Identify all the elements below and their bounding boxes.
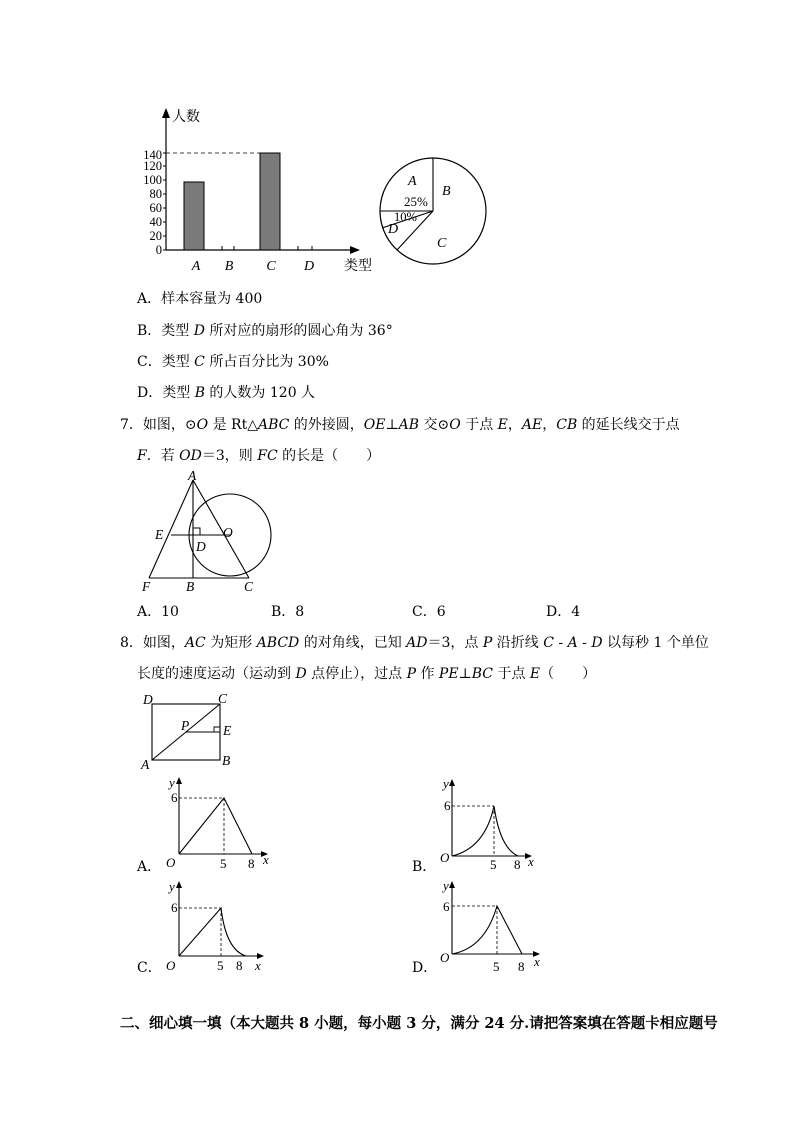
category-label: C (266, 259, 276, 274)
section-2-heading: 二、细心填一填（本大题共 8 小题，每小题 3 分，满分 24 分.请把答案填在答题卡相应题号 (120, 1015, 718, 1032)
option-variable: D (193, 323, 205, 339)
axis-label-x: x (534, 954, 540, 969)
axis-label-y: y (169, 879, 175, 894)
axis-label-x: x (255, 958, 261, 973)
ytick-label: 120 (143, 159, 162, 173)
q8-graph-b[interactable] (430, 776, 555, 871)
y-axis-arrow-icon (176, 777, 182, 784)
ytick-label: 40 (149, 215, 162, 229)
ytick-label: 60 (149, 201, 162, 215)
ytick-label: 20 (149, 229, 162, 243)
q8-stem-line2: 长度的速度运动（运动到 D 点停止），过点 P 作 PE⊥BC 于点 E（ ） (137, 666, 597, 682)
y-axis-arrow-icon (176, 881, 182, 888)
right-angle-mark (193, 528, 200, 535)
tick-label-5: 5 (220, 856, 227, 871)
q8-choice-c-letter[interactable]: C． (137, 960, 162, 976)
q8-choice-a-letter[interactable]: A． (137, 859, 162, 875)
origin-label: O (440, 950, 450, 965)
option-text: A．样本容量为 400 (137, 291, 263, 307)
point-label-A: A (141, 757, 150, 772)
x-axis-arrow-icon (350, 246, 360, 254)
option-text: 所对应的扇形的圆心角为 36° (204, 323, 393, 339)
bar-C (260, 153, 280, 250)
point-label-B: B (222, 753, 231, 768)
ytick-label: 80 (149, 187, 162, 201)
option-variable: C (194, 354, 205, 370)
pie-label-C: C (437, 236, 447, 251)
ytick-label: 0 (155, 243, 162, 257)
point-label-C: C (218, 691, 228, 706)
origin-label: O (166, 958, 176, 973)
axis-label-x: x (263, 852, 269, 867)
tick-label-8: 8 (248, 856, 255, 871)
graph-curve (179, 908, 246, 956)
axis-label-y: y (443, 878, 449, 893)
tick-label-8: 8 (236, 958, 243, 973)
tick-label-6: 6 (443, 899, 450, 914)
category-label: B (224, 259, 234, 274)
y-axis-arrow-icon (162, 108, 170, 118)
q8-graph-a[interactable] (160, 772, 285, 872)
option-variable: B (194, 385, 205, 401)
y-axis-arrow-icon (449, 779, 455, 786)
q8-graph-d[interactable] (430, 878, 555, 973)
option-text: C．类型 (137, 354, 195, 370)
point-label-F: F (142, 579, 151, 594)
point-label-D: D (196, 539, 206, 554)
x-axis-title: 类型 (344, 259, 372, 274)
q6-option-b (137, 322, 393, 340)
pie-label-B: B (442, 184, 451, 199)
graph-curve (452, 806, 518, 856)
right-angle-mark (214, 727, 220, 732)
q6-option-c (137, 353, 329, 371)
option-text: B．类型 (137, 323, 194, 339)
q7-stem-line2: F．若 OD＝3，则 FC 的长是（ ） (137, 448, 381, 464)
q7-choice-c[interactable]: C．6 (412, 604, 446, 620)
tick-label-5: 5 (217, 958, 224, 973)
pie-label-D: D (388, 222, 399, 237)
q6-bar-chart (130, 100, 380, 280)
pie-pct-D: 10% (394, 210, 417, 224)
q7-figure (138, 470, 288, 595)
point-label-C: C (244, 579, 254, 594)
axis-label-x: x (528, 854, 534, 869)
q7-stem-line1: 7．如图，⊙O 是 Rt△ABC 的外接圆，OE⊥AB 交⊙O 于点 E，AE，CB 的延长线交于点 (120, 417, 680, 433)
tick-label-6: 6 (444, 798, 451, 813)
option-text: 的人数为 120 人 (204, 385, 316, 401)
origin-label: O (166, 855, 176, 870)
y-axis-title: 人数 (172, 110, 200, 125)
point-label-E: E (155, 527, 164, 542)
option-text: 所占百分比为 30% (204, 354, 329, 370)
ytick-label: 100 (143, 173, 162, 187)
q7-choice-a[interactable]: A．10 (137, 604, 179, 620)
q8-stem-line1: 8．如图，AC 为矩形 ABCD 的对角线，已知 AD＝3，点 P 沿折线 C - A - D 以每秒 1 个单位 (120, 635, 709, 651)
point-label-O: O (223, 525, 233, 540)
q8-graph-c[interactable] (160, 878, 285, 973)
axis-label-y: y (443, 776, 449, 791)
q6-pie-chart (375, 155, 490, 270)
q8-choice-b-letter[interactable]: B． (412, 859, 437, 875)
tick-label-5: 5 (490, 857, 497, 871)
tick-label-8: 8 (514, 857, 521, 871)
tick-label-8: 8 (518, 959, 525, 973)
ytick-label: 140 (143, 148, 162, 162)
tick-label-6: 6 (171, 900, 178, 915)
point-label-A: A (188, 470, 197, 483)
category-label: D (303, 259, 315, 274)
q7-choice-d[interactable]: D．4 (546, 604, 581, 620)
q7-choice-b[interactable]: B．8 (271, 604, 305, 620)
point-label-B: B (186, 579, 195, 594)
q6-option-d (137, 384, 315, 402)
point-label-E: E (223, 723, 232, 738)
category-label: A (191, 259, 201, 274)
graph-curve (179, 798, 252, 854)
q8-rectangle-figure (138, 690, 248, 772)
tick-label-5: 5 (493, 959, 500, 973)
tick-label-6: 6 (171, 790, 178, 805)
point-label-D: D (143, 692, 153, 707)
pie-pct-A: 25% (404, 194, 428, 209)
origin-label: O (440, 850, 450, 865)
bar-A (184, 182, 204, 250)
point-label-P: P (181, 718, 190, 733)
q6-option-a (137, 290, 262, 308)
axis-label-y: y (169, 775, 175, 790)
option-text: D．类型 (137, 385, 195, 401)
y-axis-arrow-icon (449, 881, 455, 888)
graph-curve (452, 906, 522, 954)
pie-label-A: A (408, 174, 417, 189)
q8-choice-d-letter[interactable]: D． (412, 960, 438, 976)
